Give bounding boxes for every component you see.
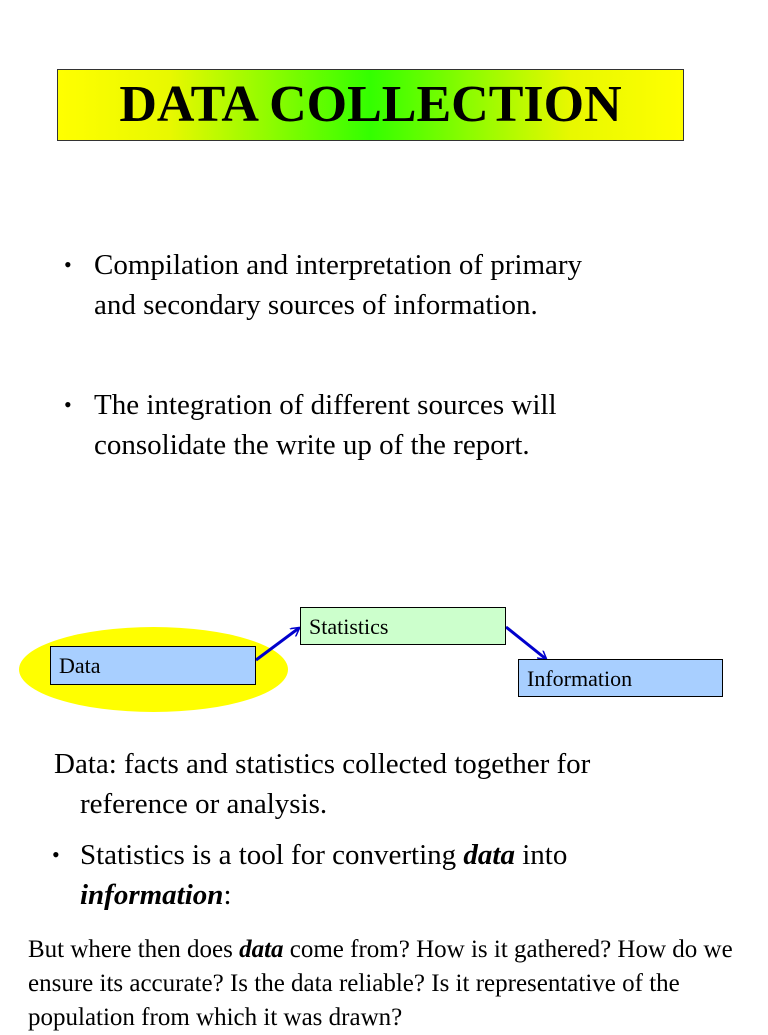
bullet-item-integration [64,385,704,465]
statistics-tool-text [52,835,752,915]
data-emphasis: data [463,839,515,871]
question-part-1: But where then does [28,936,240,963]
page-title: DATA COLLECTION [119,76,622,133]
statistics-tool-suffix: : [223,879,232,911]
statistics-tool-prefix: Statistics is a tool for converting [80,839,464,871]
arrow-statistics-to-information [506,627,546,659]
bullet-item-statistics-tool [52,835,752,915]
data-source-question [28,933,758,1035]
bullet-line-2: and secondary sources of information. [94,289,538,321]
statistics-box: Statistics [300,607,506,645]
question-part-2: come from? How is it gathered? How do we ensure its accurate? Is the data reliable? Is it representative of the population from which it was drawn? [28,936,733,1031]
statistics-tool-middle: into [514,839,568,871]
definition-line-2: reference or analysis. [80,788,328,820]
question-data-emphasis: data [239,936,284,963]
bullet-line-2: consolidate the write up of the report. [94,429,530,461]
information-box: Information [518,659,723,697]
definition-line-1: Data: facts and statistics collected together for [54,748,591,780]
title-banner [57,69,684,141]
bullet-icon: • [64,252,72,277]
information-emphasis: information [80,879,224,911]
bullet-line-1: Compilation and interpretation of primary [94,249,583,281]
bullet-line-1: The integration of different sources will [94,389,557,421]
bullet-icon: • [52,842,60,867]
bullet-icon: • [64,392,72,417]
data-box: Data [50,646,256,685]
bullet-item-compilation [64,245,704,325]
data-definition [54,744,754,824]
